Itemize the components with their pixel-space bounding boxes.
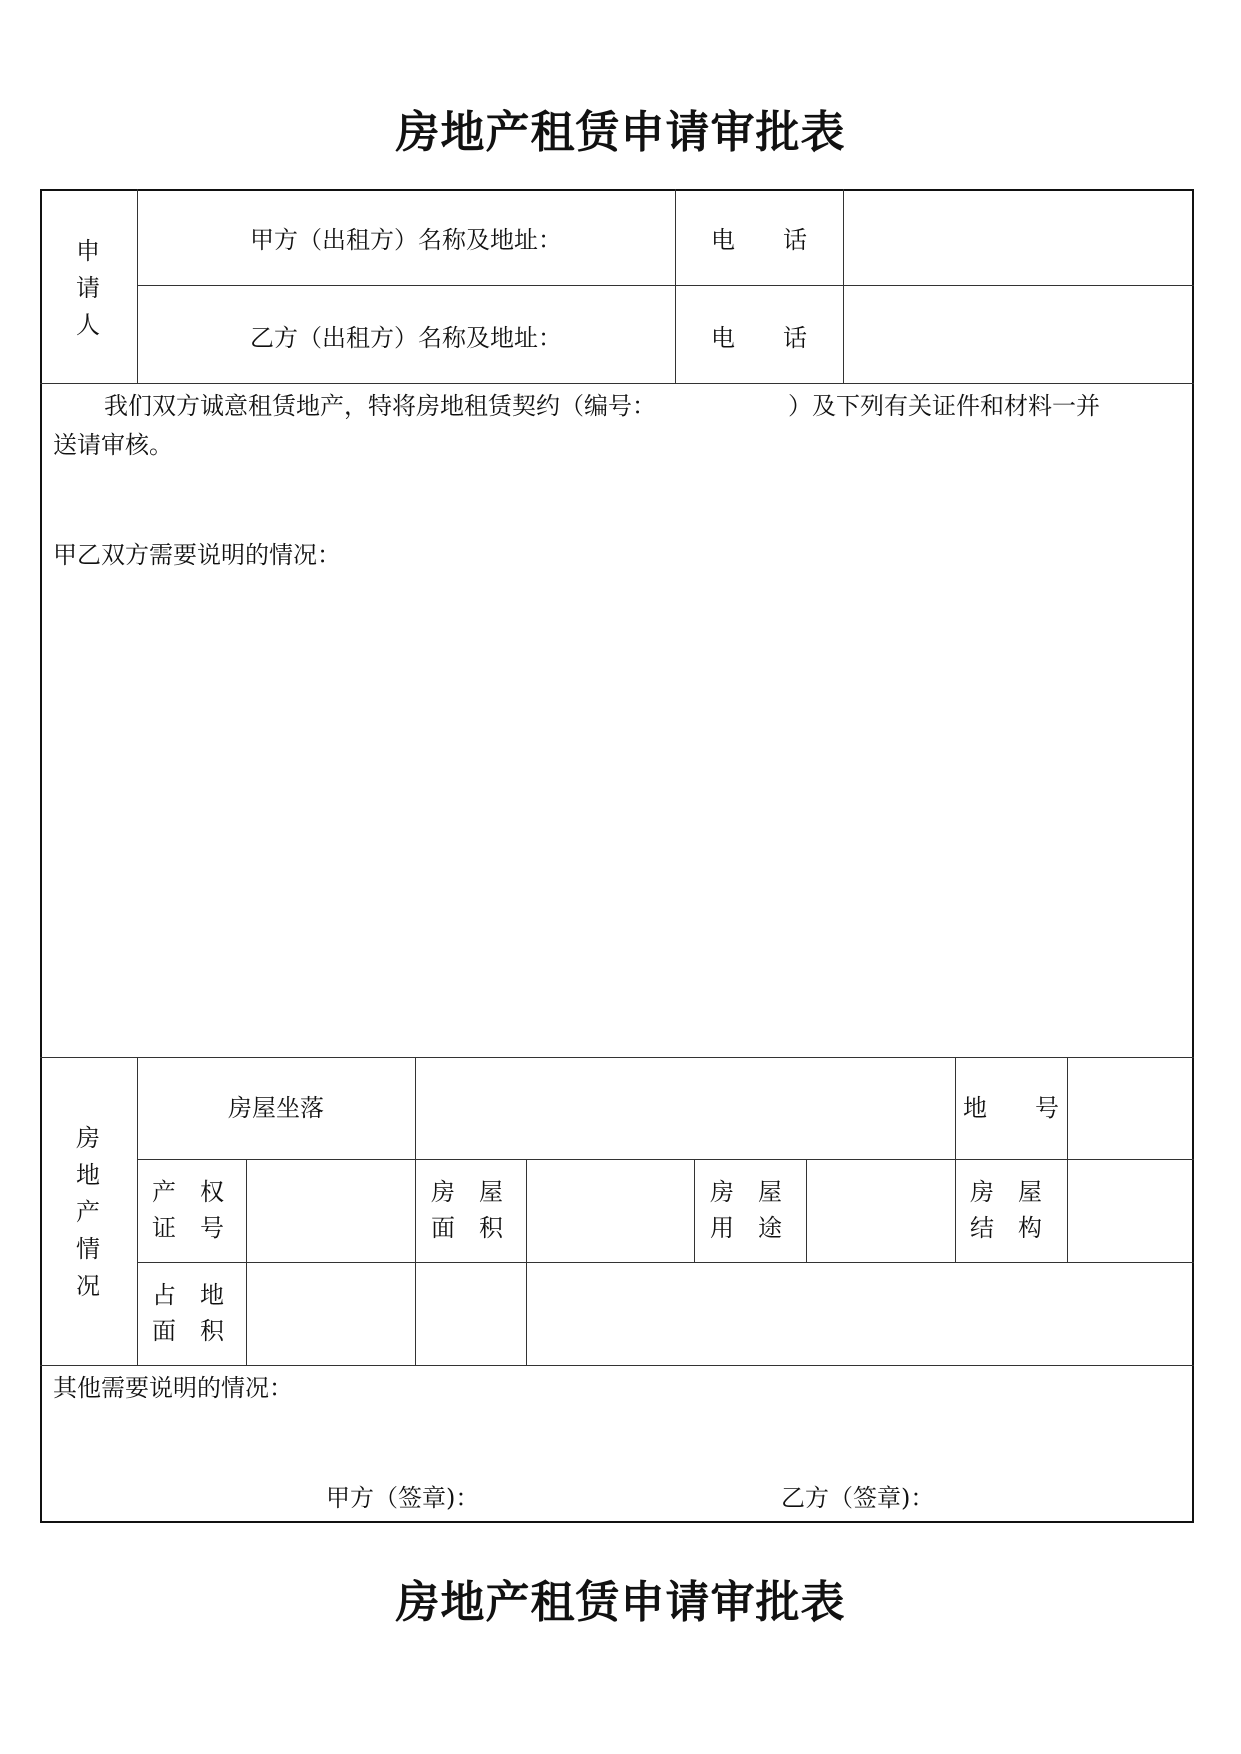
divider bbox=[694, 1159, 695, 1262]
divider bbox=[40, 1057, 1194, 1058]
divider bbox=[137, 1262, 1194, 1263]
phone-label-a: 电 话 bbox=[711, 226, 807, 254]
divider bbox=[843, 189, 844, 383]
area-label-line-2: 面 积 bbox=[431, 1214, 503, 1242]
cert-label-line-1: 产 权 bbox=[152, 1178, 224, 1206]
divider bbox=[955, 1057, 956, 1262]
use-label bbox=[710, 1174, 782, 1246]
struct-label bbox=[970, 1174, 1042, 1246]
land-area-label bbox=[152, 1277, 224, 1349]
phone-label-b: 电 话 bbox=[711, 324, 807, 352]
divider bbox=[1067, 1057, 1068, 1262]
party-a-label: 甲方（出租方）名称及地址： bbox=[250, 226, 562, 254]
phone-a-field[interactable] bbox=[850, 195, 1188, 280]
divider bbox=[675, 189, 676, 383]
cert-label bbox=[152, 1174, 224, 1246]
statement-line-1: 我们双方诚意租赁地产，特将房地租赁契约（编号： ）及下列有关证件和材料一并 bbox=[104, 392, 1100, 420]
land-area-label-line-2: 面 积 bbox=[152, 1317, 224, 1345]
statement-line-2: 送请审核。 bbox=[53, 431, 173, 459]
sign-b-label: 乙方（签章)： bbox=[781, 1484, 935, 1512]
situation-label: 甲乙双方需要说明的情况： bbox=[53, 541, 341, 569]
page-title: 房地产租赁申请审批表 bbox=[395, 107, 846, 158]
property-label: 房 地 产 情 况 bbox=[76, 1124, 100, 1300]
struct-label-line-2: 结 构 bbox=[970, 1214, 1042, 1242]
page-title-repeat: 房地产租赁申请审批表 bbox=[395, 1577, 846, 1628]
location-field[interactable] bbox=[420, 1062, 950, 1154]
divider bbox=[40, 1365, 1194, 1366]
divider bbox=[40, 383, 1194, 384]
phone-b-field[interactable] bbox=[850, 292, 1188, 377]
location-label: 房屋坐落 bbox=[228, 1094, 324, 1122]
applicant-label: 申 请 人 bbox=[76, 237, 100, 339]
divider bbox=[526, 1159, 527, 1365]
divider bbox=[137, 285, 1194, 286]
lot-field[interactable] bbox=[1072, 1062, 1190, 1154]
use-label-line-1: 房 屋 bbox=[710, 1178, 782, 1206]
divider bbox=[137, 1159, 1194, 1160]
struct-label-line-1: 房 屋 bbox=[970, 1178, 1042, 1206]
situation-field[interactable] bbox=[50, 580, 1180, 1050]
lot-label: 地 号 bbox=[963, 1094, 1059, 1122]
land-area-label-line-1: 占 地 bbox=[152, 1281, 224, 1309]
other-label: 其他需要说明的情况： bbox=[53, 1374, 293, 1402]
area-label-line-1: 房 屋 bbox=[431, 1178, 503, 1206]
cert-label-line-2: 证 号 bbox=[152, 1214, 224, 1242]
use-label-line-2: 用 途 bbox=[710, 1214, 782, 1242]
party-b-label: 乙方（出租方）名称及地址： bbox=[250, 324, 562, 352]
area-label bbox=[431, 1174, 503, 1246]
divider bbox=[415, 1057, 416, 1365]
divider bbox=[806, 1159, 807, 1262]
divider bbox=[246, 1159, 247, 1365]
divider bbox=[137, 189, 138, 383]
sign-a-label: 甲方（签章)： bbox=[326, 1484, 480, 1512]
